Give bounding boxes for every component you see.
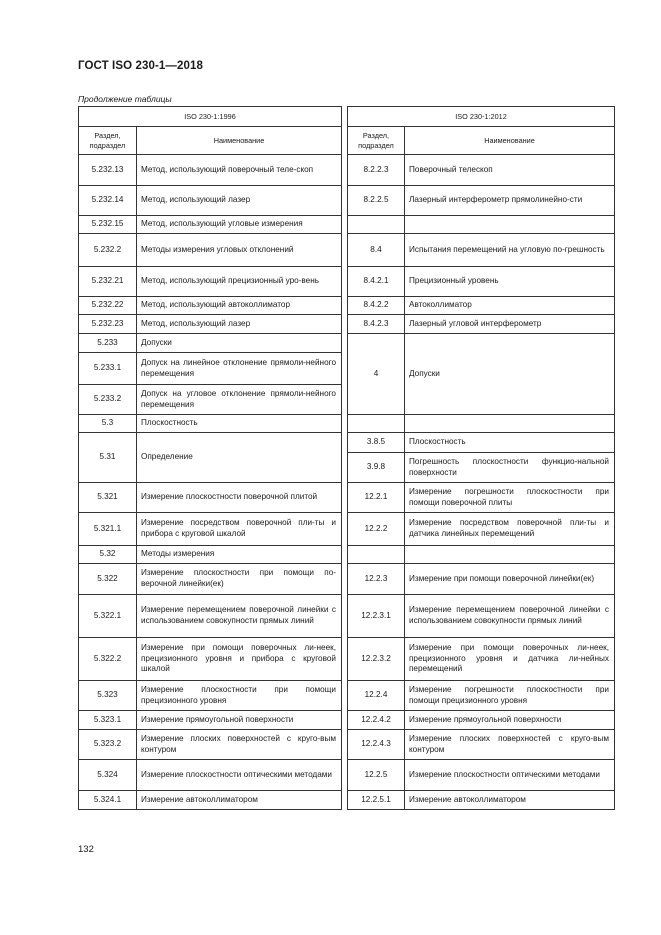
table-row	[79, 638, 615, 681]
left-section-number: 5.323.1	[79, 711, 137, 730]
left-section-number: 5.323	[79, 681, 137, 711]
left-section-name: Метод, использующий лазер	[137, 315, 342, 334]
table-row	[79, 433, 615, 453]
table-row	[79, 297, 615, 315]
right-section-name: Погрешность плоскостности функцио-нальной поверхности	[405, 453, 615, 483]
right-section-name: Измерение плоских поверхностей с круго-вым контуром	[405, 730, 615, 760]
table-row	[79, 155, 615, 186]
left-section-number: 5.324	[79, 760, 137, 791]
left-section-name: Измерение плоских поверхностей с круго-вым контуром	[137, 730, 342, 760]
table-row	[79, 546, 615, 564]
left-section-name: Метод, использующий прецизионный уро-вень	[137, 267, 342, 297]
left-section-number: 5.3	[79, 415, 137, 433]
left-section-number: 5.233.1	[79, 353, 137, 385]
right-section-name	[405, 546, 615, 564]
right-section-name: Измерение погрешности плоскостности при помощи поверочной плиты	[405, 483, 615, 513]
left-section-number: 5.323.2	[79, 730, 137, 760]
left-section-name: Метод, использующий лазер	[137, 186, 342, 216]
left-section-number: 5.232.23	[79, 315, 137, 334]
right-section-name: Автоколлиматор	[405, 297, 615, 315]
table-row	[79, 595, 615, 638]
left-section-name: Методы измерения	[137, 546, 342, 564]
correspondence-table	[78, 106, 615, 810]
right-section-name: Плоскостность	[405, 433, 615, 453]
right-section-name: Измерение перемещением поверочной линейки с использованием совокупности прямых линий	[405, 595, 615, 638]
right-section-name: Измерение прямоугольной поверхности	[405, 711, 615, 730]
left-section-name: Измерение прямоугольной поверхности	[137, 711, 342, 730]
right-section-number: 3.9.8	[348, 453, 405, 483]
table-row	[79, 564, 615, 595]
col-header-name-right: Наименование	[405, 127, 615, 155]
col-header-section-left: Раздел, подраздел	[79, 127, 137, 155]
right-section-name: Измерение плоскостности оптическими методами	[405, 760, 615, 791]
right-section-number: 8.4.2.3	[348, 315, 405, 334]
left-section-name: Плоскостность	[137, 415, 342, 433]
left-section-name: Методы измерения угловых отклонений	[137, 234, 342, 267]
left-section-number: 5.232.21	[79, 267, 137, 297]
document-title: ГОСТ ISO 230-1—2018	[78, 60, 203, 72]
right-section-name: Допуски	[405, 334, 615, 415]
right-section-number: 12.2.4.2	[348, 711, 405, 730]
left-section-name: Метод, использующий поверочный теле-скоп	[137, 155, 342, 186]
right-section-number: 12.2.3.1	[348, 595, 405, 638]
left-section-name: Измерение плоскостности при помощи прецизионного уровня	[137, 681, 342, 711]
right-section-number	[348, 546, 405, 564]
table-row	[79, 711, 615, 730]
left-section-number: 5.322.2	[79, 638, 137, 681]
left-section-name: Определение	[137, 433, 342, 483]
header-iso-1996: ISO 230-1:1996	[79, 107, 342, 127]
left-section-number: 5.233.2	[79, 385, 137, 415]
right-section-number: 8.4.2.2	[348, 297, 405, 315]
left-section-number: 5.324.1	[79, 791, 137, 810]
left-section-name: Метод, использующий угловые измерения	[137, 216, 342, 234]
left-section-number: 5.322	[79, 564, 137, 595]
left-section-name: Измерение посредством поверочной пли-ты и прибора с круговой шкалой	[137, 513, 342, 546]
right-section-name	[405, 216, 615, 234]
left-section-number: 5.232.2	[79, 234, 137, 267]
right-section-name: Лазерный угловой интерферометр	[405, 315, 615, 334]
left-section-number: 5.233	[79, 334, 137, 353]
table-row	[79, 334, 615, 353]
table-row	[79, 681, 615, 711]
left-section-number: 5.322.1	[79, 595, 137, 638]
right-section-name	[405, 415, 615, 433]
left-section-name: Измерение плоскостности оптическими методами	[137, 760, 342, 791]
table-row	[79, 315, 615, 334]
right-section-number: 12.2.2	[348, 513, 405, 546]
right-section-number: 8.4.2.1	[348, 267, 405, 297]
left-section-name: Измерение плоскостности поверочной плитой	[137, 483, 342, 513]
table-caption: Продолжение таблицы	[78, 94, 172, 104]
header-iso-2012: ISO 230-1:2012	[348, 107, 615, 127]
table-row	[79, 186, 615, 216]
right-section-number: 12.2.4	[348, 681, 405, 711]
left-section-name: Допуски	[137, 334, 342, 353]
right-section-name: Поверочный телескоп	[405, 155, 615, 186]
left-section-number: 5.321.1	[79, 513, 137, 546]
right-section-name: Измерение при помощи поверочных ли-неек, прецизионного уровня и датчика ли-нейных перемещений	[405, 638, 615, 681]
table-row	[79, 415, 615, 433]
table-row	[79, 234, 615, 267]
left-section-number: 5.232.15	[79, 216, 137, 234]
table-row	[79, 730, 615, 760]
right-section-number: 3.8.5	[348, 433, 405, 453]
table-row	[79, 267, 615, 297]
right-section-name: Измерение погрешности плоскостности при помощи прецизионного уровня	[405, 681, 615, 711]
left-section-number: 5.31	[79, 433, 137, 483]
left-section-name: Измерение перемещением поверочной линейки с использованием совокупности прямых линий	[137, 595, 342, 638]
left-section-number: 5.321	[79, 483, 137, 513]
left-section-name: Допуск на угловое отклонение прямоли-нейного перемещения	[137, 385, 342, 415]
right-section-number: 12.2.1	[348, 483, 405, 513]
col-header-section-right: Раздел, подраздел	[348, 127, 405, 155]
left-section-number: 5.232.22	[79, 297, 137, 315]
right-section-number: 4	[348, 334, 405, 415]
table-row	[79, 216, 615, 234]
right-section-name: Измерение посредством поверочной пли-ты и датчика линейных перемещений	[405, 513, 615, 546]
page-number: 132	[78, 844, 94, 855]
table-row	[79, 483, 615, 513]
table-row	[79, 513, 615, 546]
right-section-name: Прецизионный уровень	[405, 267, 615, 297]
right-section-number: 12.2.3.2	[348, 638, 405, 681]
right-section-number: 12.2.3	[348, 564, 405, 595]
right-section-name: Измерение автоколлиматором	[405, 791, 615, 810]
right-section-number: 8.4	[348, 234, 405, 267]
right-section-number: 12.2.5	[348, 760, 405, 791]
left-section-number: 5.32	[79, 546, 137, 564]
right-section-name: Испытания перемещений на угловую по-грешность	[405, 234, 615, 267]
right-section-number: 8.2.2.3	[348, 155, 405, 186]
left-section-name: Измерение плоскостности при помощи по-верочной линейки(ек)	[137, 564, 342, 595]
right-section-number: 8.2.2.5	[348, 186, 405, 216]
left-section-name: Метод, использующий автоколлиматор	[137, 297, 342, 315]
left-section-name: Измерение при помощи поверочных ли-неек, прецизионного уровня и прибора с круговой шкалой	[137, 638, 342, 681]
left-section-number: 5.232.14	[79, 186, 137, 216]
table-row	[79, 760, 615, 791]
right-section-number: 12.2.4.3	[348, 730, 405, 760]
right-section-name: Лазерный интерферометр прямолинейно-сти	[405, 186, 615, 216]
right-section-number: 12.2.5.1	[348, 791, 405, 810]
left-section-name: Измерение автоколлиматором	[137, 791, 342, 810]
table-row	[79, 791, 615, 810]
right-section-name: Измерение при помощи поверочной линейки(ек)	[405, 564, 615, 595]
col-header-name-left: Наименование	[137, 127, 342, 155]
left-section-number: 5.232.13	[79, 155, 137, 186]
left-section-name: Допуск на линейное отклонение прямоли-нейного перемещения	[137, 353, 342, 385]
right-section-number	[348, 216, 405, 234]
right-section-number	[348, 415, 405, 433]
